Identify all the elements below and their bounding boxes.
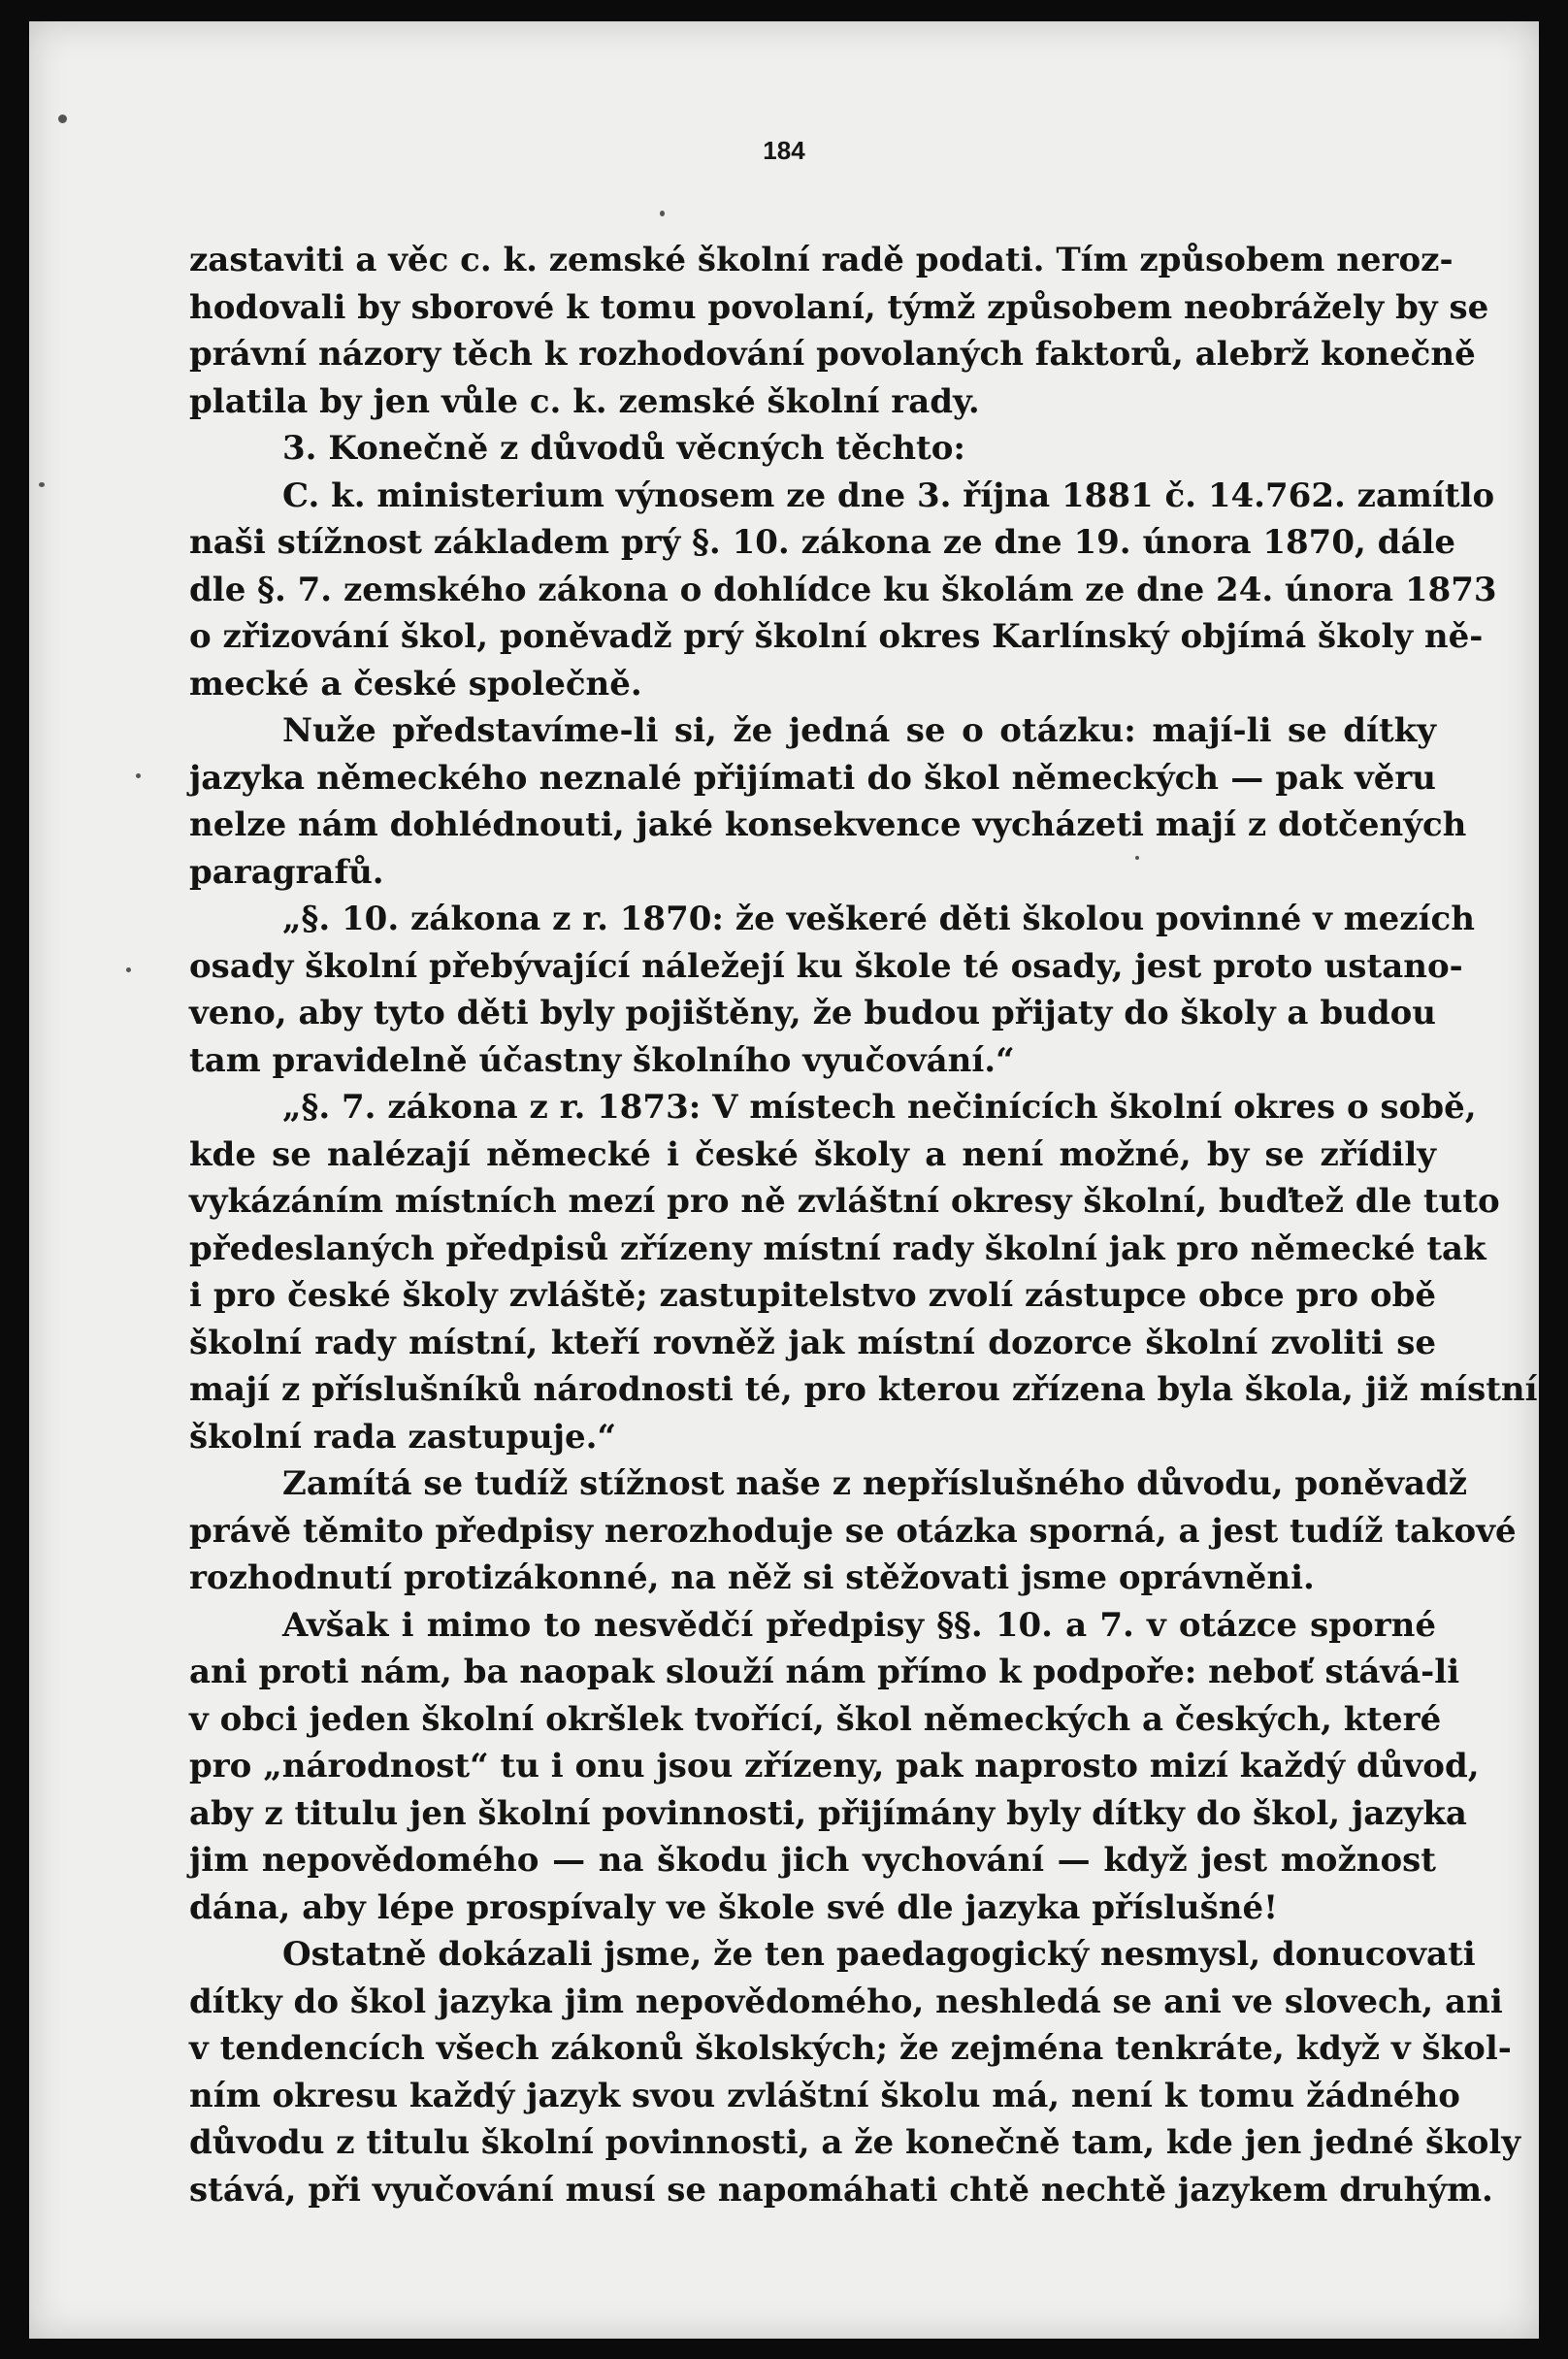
text-line: v obci jeden školní okršlek tvořící, škol německých a českých, které bbox=[189, 1699, 1442, 1739]
text-line: Nuže představíme-li si, že jedná se o otázku: mají-li se dítky bbox=[282, 711, 1436, 750]
text-line: školní rady místní, kteří rovněž jak místní dozorce školní zvoliti se bbox=[189, 1323, 1436, 1362]
text-line: právní názory těch k rozhodování povolaných faktorů, alebrž konečně bbox=[189, 335, 1476, 374]
text-line: jazyka německého neznalé přijímati do škol německých — pak věru bbox=[189, 758, 1436, 798]
text-line: Zamítá se tudíž stížnost naše z nepříslušného důvodu, poněvadž bbox=[282, 1464, 1468, 1503]
text-line: ani proti nám, ba naopak slouží nám přímo k podpoře: neboť stává-li bbox=[189, 1653, 1460, 1691]
text-line: stává, při vyučování musí se napomáhati chtě nechtě jazykem druhým. bbox=[189, 2170, 1493, 2210]
text-line: právě těmito předpisy nerozhoduje se otázka sporná, a jest tudíž takové bbox=[189, 1511, 1517, 1551]
text-line: naši stížnost základem prý §. 10. zákona ze dne 19. února 1870, dále bbox=[189, 523, 1456, 562]
text-line: 3. Konečně z důvodů věcných těchto: bbox=[282, 429, 965, 468]
text-line: veno, aby tyto děti byly pojištěny, že budou přijaty do školy a budou bbox=[189, 994, 1436, 1032]
text-line: C. k. ministerium výnosem ze dne 3. října 1881 č. 14.762. zamítlo bbox=[282, 475, 1495, 515]
text-line: zastaviti a věc c. k. zemské školní radě podati. Tím způsobem neroz- bbox=[189, 241, 1454, 279]
text-line: Avšak i mimo to nesvědčí předpisy §§. 10. a 7. v otázce sporné bbox=[282, 1605, 1436, 1645]
text-line: paragrafů. bbox=[189, 852, 384, 892]
text-line: mecké a české společně. bbox=[189, 664, 642, 704]
text-line: aby z titulu jen školní povinnosti, přijímány byly dítky do škol, jazyka bbox=[189, 1793, 1467, 1833]
text-line: platila by jen vůle c. k. zemské školní rady. bbox=[189, 381, 980, 421]
text-line: Ostatně dokázali jsme, že ten paedagogický nesmysl, donucovati bbox=[282, 1935, 1476, 1974]
scan-speck bbox=[1135, 856, 1139, 860]
text-line: „§. 7. zákona z r. 1873: V místech nečinících školní okres o sobě, bbox=[282, 1088, 1477, 1127]
scan-speck bbox=[660, 211, 665, 216]
text-line: hodovali by sborové k tomu povolaní, týmž způsobem neobrážely by se bbox=[189, 287, 1489, 327]
text-line: o zřizování škol, poněvadž prý školní okres Karlínský objímá školy ně- bbox=[189, 617, 1484, 656]
book-page bbox=[29, 21, 1539, 2339]
body-text bbox=[189, 237, 1538, 2213]
text-line: mají z příslušníků národnosti té, pro kterou zřízena byla škola, již místní bbox=[189, 1370, 1538, 1409]
text-line: osady školní přebývající náležejí ku škole té osady, jest proto ustano- bbox=[189, 946, 1463, 986]
text-line: nelze nám dohlédnouti, jaké konsekvence vycházeti mají z dotčených bbox=[189, 805, 1467, 844]
text-line: „§. 10. zákona z r. 1870: že veškeré děti školou povinné v mezích bbox=[282, 900, 1475, 938]
text-line: dle §. 7. zemského zákona o dohlídce ku školám ze dne 24. února 1873 bbox=[189, 570, 1497, 609]
scan-speck bbox=[39, 482, 45, 487]
text-line: jim nepovědomého — na škodu jich vychování — když jest možnost bbox=[189, 1841, 1436, 1880]
text-line: pro „národnost“ tu i onu jsou zřízeny, pak naprosto mizí každý důvod, bbox=[189, 1747, 1480, 1786]
text-line: kde se nalézají německé i české školy a není možné, by se zřídily bbox=[189, 1134, 1436, 1174]
page-number: 184 bbox=[763, 136, 805, 165]
text-line: dítky do škol jazyka jim nepovědomého, neshledá se ani ve slovech, ani bbox=[189, 1982, 1503, 2021]
scan-speck bbox=[136, 773, 141, 778]
text-line: předeslaných předpisů zřízeny místní rady školní jak pro německé tak bbox=[189, 1229, 1486, 1268]
text-line: školní rada zastupuje.“ bbox=[189, 1417, 617, 1457]
text-line: rozhodnutí protizákonné, na něž si stěžovati jsme oprávněni. bbox=[189, 1558, 1315, 1597]
text-line: v tendencích všech zákonů školských; že zejména tenkráte, když v škol- bbox=[189, 2029, 1512, 2068]
text-line: vykázáním místních mezí pro ně zvláštní okresy školní, buďtež dle tuto bbox=[189, 1182, 1500, 1221]
text-line: důvodu z titulu školní povinnosti, a že konečně tam, kde jen jedné školy bbox=[189, 2123, 1521, 2162]
text-line: tam pravidelně účastny školního vyučování.“ bbox=[189, 1040, 1015, 1080]
scan-speck bbox=[58, 115, 67, 123]
text-line: i pro české školy zvláště; zastupitelstvo zvolí zástupce obce pro obě bbox=[189, 1276, 1436, 1315]
text-line: dána, aby lépe prospívaly ve škole své dle jazyka příslušné! bbox=[189, 1887, 1279, 1927]
scan-speck bbox=[126, 967, 131, 972]
text-line: ním okresu každý jazyk svou zvláštní školu má, není k tomu žádného bbox=[189, 2076, 1460, 2115]
